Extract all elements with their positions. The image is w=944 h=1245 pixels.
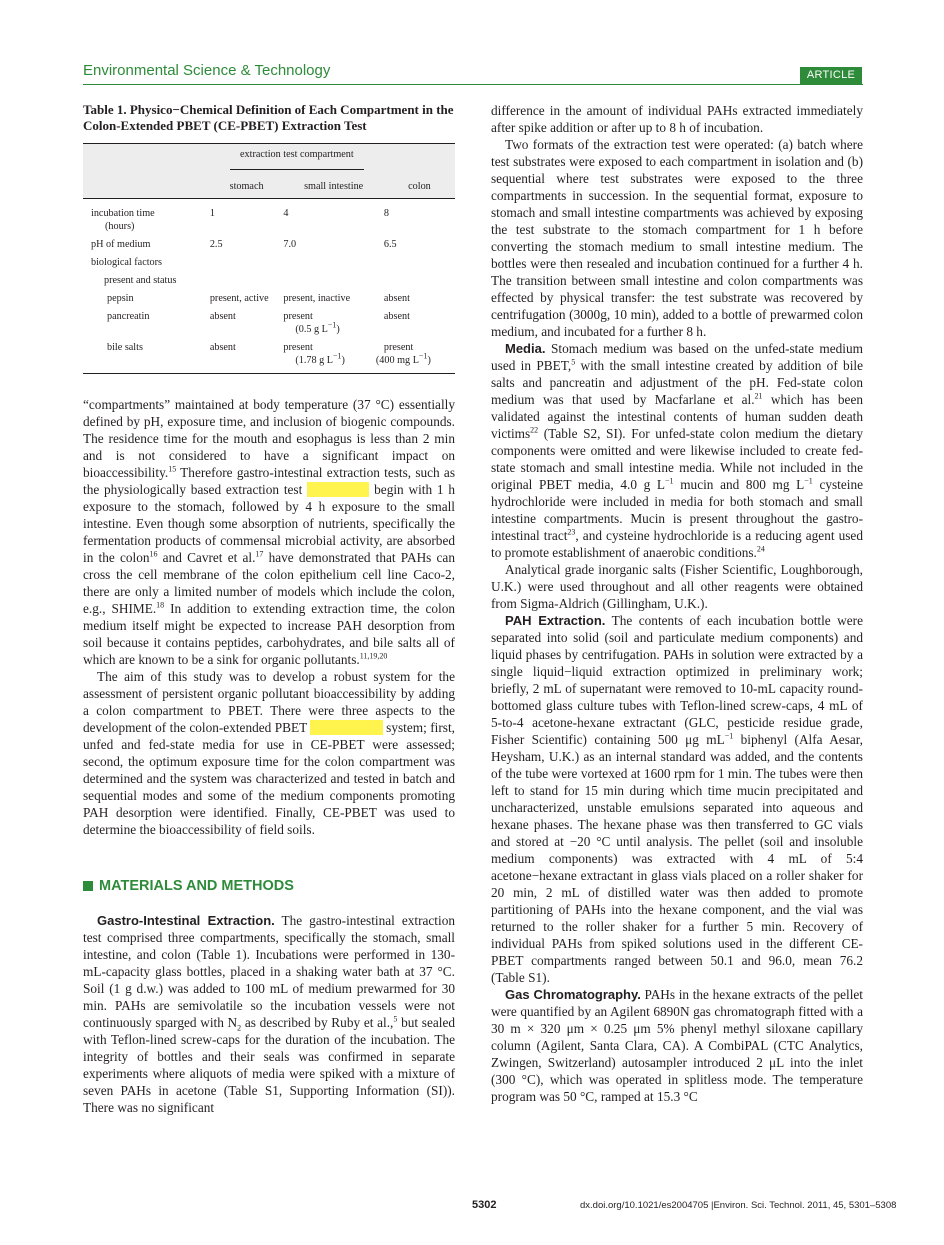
group-header: extraction test compartment bbox=[210, 144, 384, 175]
run-in-heading: Media. bbox=[505, 341, 546, 356]
highlight-mark bbox=[307, 482, 369, 497]
body-paragraph: The aim of this study was to develop a robust system for the assessment of persistent organic pollutant bioaccessibility by adding a colon compartment to PBET. There were three aspects to the development of the colon-extended PBET system; first, unfed and fed-state media for use in CE-PBET were assessed; second, the optimum exposure time for the colon compartment was determined and the system was characterized and tested in batch and sequential modes and some of the medium components promoting PAH desorption were identified. Finally, CE-PBET was used to determine the bioaccessibility of field soils. bbox=[83, 669, 455, 837]
left-column bbox=[83, 102, 455, 1116]
table-caption: Table 1. Physico−Chemical Definition of Each Compartment in the Colon-Extended PBET (CE-PBET) Extraction Test bbox=[83, 102, 454, 133]
table-row: present and status bbox=[104, 275, 177, 286]
table-row: bile salts absent present (1.78 g $L^{-1}$) present (400 mg $L^{-1}$) bbox=[83, 338, 455, 374]
table-row: pepsin present, active present, inactive absent bbox=[107, 293, 410, 304]
page-number: 5302 bbox=[472, 1199, 497, 1211]
body-paragraph: Gas Chromatography. PAHs in the hexane extracts of the pellet were quantified by an Agilent 6890N gas chromatograph fitted with a 30 m × 320 μm × 0.25 μm 5% phenyl methyl siloxane capillary column (Agilent, Santa Clara, CA). A CombiPAL (CTC Analytics, Zwingen, Switzerland) autosampler introduced 2 μL into the inlet (300 °C), which was operated in splitless mode. The temperature program was 50 °C, ramped at 15.3 °C bbox=[491, 987, 864, 1104]
footer-doi: dx.doi.org/10.1021/es2004705 |Environ. Sci. Technol. 2011, 45, 5301–5308 bbox=[580, 1200, 897, 1211]
table-row: pancreatin absent present (0.5 g $L^{-1}$) absent bbox=[107, 311, 410, 335]
table-row: biological factors bbox=[91, 257, 163, 268]
run-in-heading: Gastro-Intestinal Extraction. bbox=[97, 913, 275, 928]
body-paragraph: Media. Stomach medium was based on the unfed-state medium used in PBET,$^5$ with the small intestine created by addition of bile salts and pancreatin and adjustment of the pH. Fed-state colon medium was that used by Macfarlane et al.$^{21}$ which has been validated against the intestinal contents of human sudden death victims$^{22}$ (Table S2, SI). For unfed-state colon medium the dietary components were omitted and were likewise included to create fed-state stomach and small intestine media. While not included in the original PBET media, 4.0 g $L^{-1}$ mucin and 800 mg $L^{-1}$ cysteine hydrochloride were included in media for both stomach and small intestine compartments. Mucin is present throughout the gastro-intestinal tract$^{23}$, and cysteine hydrochloride is a reducing agent used to promote establishment of anaerobic conditions.$^{24}$ bbox=[491, 341, 864, 560]
body-paragraph: PAH Extraction. The contents of each incubation bottle were separated into solid (soil and particulate medium components) and liquid phases by centrifugation. PAHs in solution were extracted by a single liquid−liquid extraction optimized in preliminary work; briefly, 2 mL of supernatant were removed to 10-mL capacity round-bottomed glass culture tubes with Teflon-lined screw-caps, 4 mL of 5-to-4 acetone-hexane extractant (GLC, pesticide residue grade, Fisher Scientific) containing 500 μg $mL^{-1}$ biphenyl (Alfa Aesar, Heysham, U.K.) as an internal standard was added, and the contents of the tube were vortexed at 1600 rpm for 1 min. The tubes were then left to stand for 15 min during which time mucin precipitated and uncharacterized, unstable emulsions separated into aqueous and hexane phases. The hexane phase was then transferred to GC vials and stored at −20 °C until analysis. The pellet (soil and insoluble medium components) was extracted with 4 mL of 5:4 acetone−hexane extractant in glass vials placed on a roller shaker for 20 min, 2 mL of distilled water was then added to promote partitioning of PAHs into the hexane component, and the vial was returned to the roller shaker for a further 5 min. Recovery of individual PAHs from spiked solutions used in the different CE-PBET compartments ranged between 50.1 and 96.0, mean 76.2 (Table S1). bbox=[491, 613, 863, 985]
highlight-mark bbox=[310, 720, 382, 735]
journal-name: Environmental Science & Technology bbox=[83, 62, 331, 79]
body-paragraph: Gastro-Intestinal Extraction. The gastro-intestinal extraction test comprised three compartments, specifically the stomach, small intestine, and colon (Table 1). Incubations were performed in 130-mL-capacity glass bottles, placed in a shaking water bath at 37 °C. Soil (1 g d.w.) was added to 100 mL of medium prewarmed for 30 min. PAHs are semivolatile so the incubation vessels were not continuously sparged with $N_2$ as described by Ruby et al.,$^5$ but sealed with Teflon-lined screw-caps for the duration of the incubation. The integrity of bottles and their seals was confirmed in separate experiments where aliquots of media were spiked with a mixture of seven PAHs in acetone (Table S1, Supporting Information (SI)). There was no significant bbox=[83, 913, 455, 1115]
compartment-table bbox=[83, 143, 455, 374]
col-header-small-intestine: small intestine bbox=[304, 180, 364, 192]
body-paragraph: difference in the amount of individual PAHs extracted immediately after spike addition or after up to 8 h of incubation. bbox=[491, 103, 863, 135]
table-row: pH of medium 2.5 7.0 6.5 bbox=[91, 239, 397, 250]
col-header-colon: colon bbox=[408, 180, 431, 192]
square-bullet-icon bbox=[83, 881, 93, 891]
body-paragraph: Analytical grade inorganic salts (Fisher Scientific, Loughborough, U.K.) were used throughout and all other reagents were obtained from Sigma-Aldrich (Gillingham, U.K.). bbox=[491, 562, 863, 611]
header-rule bbox=[83, 84, 863, 85]
col-header-stomach: stomach bbox=[229, 180, 264, 192]
right-column bbox=[491, 102, 863, 1105]
body-paragraph: Two formats of the extraction test were operated: (a) batch where test substrates were exposed to each compartment in isolation and (b) sequential where test substrates were exposed to the three compartments in succession. In the sequential format, exposure to stomach and small intestine compartments was achieved by exposing the test substrate to the stomach compartment for 1 h before converting the stomach medium to small intestine medium. The bottles were then resealed and incubation continued for a further 4 h. The transition between small intestine and colon compartments was effected by physical transfer: the test substrate was recovered by centrifugation (3000g, 10 min), added to a bottle of prewarmed colon medium, and incubated for a further 8 h. bbox=[491, 137, 863, 339]
run-in-heading: Gas Chromatography. bbox=[505, 987, 641, 1002]
table-column-header-row bbox=[83, 174, 455, 199]
table-group-header-row bbox=[83, 144, 455, 175]
body-paragraph: “compartments” maintained at body temperature (37 °C) essentially defined by pH, exposure time, and inclusion of biogenic compounds. The residence time for the mouth and esophagus is less than 2 min and is not considered to have a significant impact on bioaccessibility.$^{15}$ Therefore gastro-intestinal extraction tests, such as the physiologically based extraction test begin with 1 h exposure to the stomach, followed by 4 h exposure to the small intestine. Even though some absorption of nutrients, specifically the fermentation products of commensal microbial activity, are absorbed in the colon$^{16}$ and Cavret et al.$^{17}$ have demonstrated that PAHs can cross the cell membrane of the colon epithelium cell line Caco-2, there are only a limited number of models which include the colon, e.g., SHIME.$^{18}$ In addition to extending extraction time, the colon medium itself might be expected to increase PAH desorption from soil because it contains peptides, carbohydrates, and bile salts all of which are known to be a sink for organic pollutants.$^{11,19,20}$ bbox=[83, 397, 455, 667]
run-in-heading: PAH Extraction. bbox=[505, 613, 606, 628]
article-badge: ARTICLE bbox=[800, 67, 862, 84]
section-heading: MATERIALS AND METHODS bbox=[83, 878, 455, 894]
table-row: incubation time (hours) 1 4 8 bbox=[91, 208, 389, 232]
